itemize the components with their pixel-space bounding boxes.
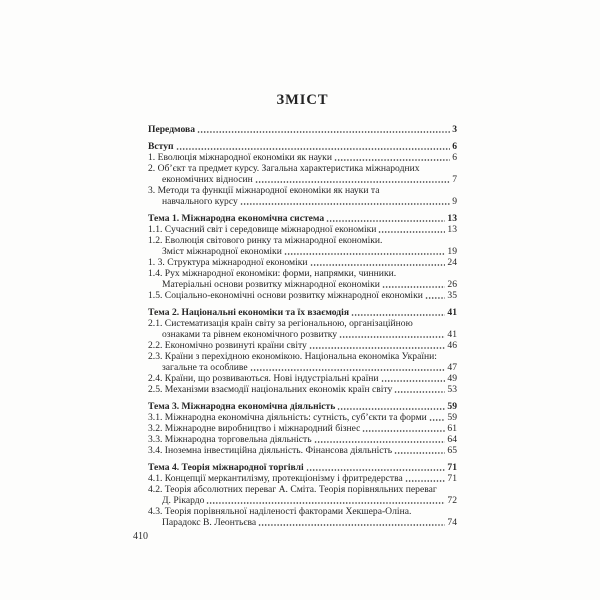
- toc-entry: [148, 307, 457, 318]
- dot-leader: [240, 198, 450, 207]
- toc-entry-text: загальне та особливе: [162, 362, 248, 373]
- dot-leader: [258, 519, 445, 528]
- toc-entry: [148, 462, 457, 473]
- toc-entry: [148, 290, 457, 301]
- toc-entry-text: навчального курсу: [162, 196, 238, 207]
- dot-leader: [339, 331, 445, 340]
- dot-leader: [284, 248, 446, 257]
- toc-entry-page: 65: [447, 445, 457, 456]
- toc-entry-page: 35: [447, 290, 457, 301]
- toc-entry: [148, 174, 457, 185]
- toc-entry: [148, 318, 457, 329]
- toc-entry: [148, 224, 457, 235]
- toc-entry-text: 1.1. Сучасний світ і середовище міжнародної економіки: [148, 224, 377, 235]
- toc-entry-page: 13: [447, 224, 457, 235]
- toc-entry-text: Д. Рікардо: [162, 495, 205, 506]
- toc-entry-page: 72: [447, 495, 457, 506]
- toc-entry-text: Матеріальні основи розвитку міжнародної економіки: [162, 279, 380, 290]
- toc-entry: [148, 246, 457, 257]
- toc-entry-page: 9: [452, 196, 457, 207]
- dot-leader: [425, 292, 446, 301]
- toc-entry-page: 19: [447, 246, 457, 257]
- toc-entry: [148, 279, 457, 290]
- toc-entry: [148, 257, 457, 268]
- toc-entry: [148, 473, 457, 484]
- toc-entry: [148, 484, 457, 495]
- toc-entry-page: 61: [447, 423, 457, 434]
- toc-entry-text: 2.2. Економічно розвинуті країни світу: [148, 340, 307, 351]
- toc-entry: [148, 340, 457, 351]
- toc-entry-page: 26: [447, 279, 457, 290]
- toc-entry: [148, 329, 457, 340]
- toc-entry-text: 1.4. Рух міжнародної економіки: форми, напрямки, чинники.: [148, 268, 397, 279]
- toc-entry: [148, 506, 457, 517]
- toc-entry-page: 74: [447, 517, 457, 528]
- dot-leader: [337, 403, 445, 412]
- dot-leader: [382, 281, 446, 290]
- toc-entry-text: Передмова: [148, 124, 195, 135]
- dot-leader: [310, 259, 446, 268]
- dot-leader: [326, 215, 445, 224]
- dot-leader: [314, 436, 446, 445]
- toc-entry-page: 49: [447, 373, 457, 384]
- toc-entry-text: ознаками та рівнем економічного розвитку: [162, 329, 338, 340]
- dot-leader: [394, 447, 445, 456]
- toc-entry-text: 2. Об’єкт та предмет курсу. Загальна характеристика міжнародних: [148, 163, 420, 174]
- dot-leader: [351, 309, 445, 318]
- toc-entry-text: 2.3. Країни з перехідною економікою. Національна економіка України:: [148, 351, 437, 362]
- dot-leader: [197, 126, 450, 135]
- toc-entry: [148, 141, 457, 152]
- toc-entry: [148, 196, 457, 207]
- toc-entry: [148, 384, 457, 395]
- toc-entry: [148, 401, 457, 412]
- toc-entry-page: 64: [447, 434, 457, 445]
- toc-entry: [148, 373, 457, 384]
- toc-entry: [148, 235, 457, 246]
- toc-entry-page: 53: [447, 384, 457, 395]
- dot-leader: [306, 464, 446, 473]
- toc-entry-text: Вступ: [148, 141, 174, 152]
- toc-entry-text: 1.5. Соціально-економічні основи розвитку міжнародної економіки: [148, 290, 423, 301]
- toc-entry-page: 59: [447, 401, 457, 412]
- toc-entry-text: 1.2. Еволюція світового ринку та міжнародної економіки.: [148, 235, 383, 246]
- toc-entry: [148, 412, 457, 423]
- toc-entry-page: 41: [447, 329, 457, 340]
- toc-entry-page: 3: [452, 124, 457, 135]
- toc-entry-text: Тема 1. Міжнародна економічна система: [148, 213, 325, 224]
- toc-entry-text: 4.3. Теорія порівняльної наділеності факторами Хекшера-Оліна.: [148, 506, 412, 517]
- toc-entry-text: 3. Методи та функції міжнародної економіки як науки та: [148, 185, 380, 196]
- toc-entry-text: 3.3. Міжнародна торговельна діяльність: [148, 434, 312, 445]
- dot-leader: [255, 176, 450, 185]
- toc-entry-page: 6: [452, 152, 457, 163]
- toc-entry-text: 3.1. Міжнародна економічна діяльність: сутність, суб’єкти та форми: [148, 412, 427, 423]
- page-title: ЗМІСТ: [276, 92, 329, 108]
- dot-leader: [362, 425, 445, 434]
- toc-entry-page: 13: [447, 213, 457, 224]
- toc-entry-text: економічних відносин: [162, 174, 253, 185]
- toc-entry-page: 47: [447, 362, 457, 373]
- dot-leader: [378, 226, 445, 235]
- toc-entry-page: 71: [447, 473, 457, 484]
- toc-list: [148, 124, 457, 528]
- toc-entry: [148, 268, 457, 279]
- dot-leader: [206, 497, 445, 506]
- toc-entry-text: Тема 3. Міжнародна економічна діяльність: [148, 401, 336, 412]
- toc-entry-page: 7: [452, 174, 457, 185]
- toc-entry: [148, 124, 457, 135]
- toc-entry-page: 6: [452, 141, 457, 152]
- dot-leader: [176, 143, 451, 152]
- toc-entry-text: 4.2. Теорія абсолютних переваг А. Сміта. Теорія порівняльних переваг: [148, 484, 437, 495]
- toc-entry: [148, 185, 457, 196]
- toc-entry-text: Тема 4. Теорія міжнародної торгівлі: [148, 462, 304, 473]
- toc-entry-text: Парадокс В. Леонтьєва: [162, 517, 257, 528]
- toc-entry: [148, 163, 457, 174]
- toc-entry-text: Тема 2. Національні економіки та їх взаємодія: [148, 307, 350, 318]
- toc-entry-text: 1. 3. Структура міжнародної економіки: [148, 257, 308, 268]
- dot-leader: [394, 386, 445, 395]
- toc-entry: [148, 495, 457, 506]
- dot-leader: [429, 414, 446, 423]
- toc-entry-text: 1. Еволюція міжнародної економіки як науки: [148, 152, 332, 163]
- dot-leader: [405, 475, 446, 484]
- toc-entry-text: 2.4. Країни, що розвиваються. Нові індустріальні країни: [148, 373, 379, 384]
- page-number: 410: [133, 531, 148, 542]
- toc-entry: [148, 351, 457, 362]
- toc-entry: [148, 517, 457, 528]
- dot-leader: [381, 375, 446, 384]
- dot-leader: [309, 342, 446, 351]
- toc-entry-page: 71: [447, 462, 457, 473]
- dot-leader: [334, 154, 450, 163]
- toc-entry-text: 2.5. Механізми взаємодії національних економік країн світу: [148, 384, 393, 395]
- toc-entry: [148, 362, 457, 373]
- toc-entry: [148, 213, 457, 224]
- toc-entry-text: 3.4. Іноземна інвестиційна діяльність. Фінансова діяльність: [148, 445, 393, 456]
- toc-entry-text: 4.1. Концепції меркантилізму, протекціонізму і фритредерства: [148, 473, 403, 484]
- toc-entry-text: 3.2. Міжнародне виробництво і міжнародний бізнес: [148, 423, 361, 434]
- toc-entry-page: 41: [447, 307, 457, 318]
- toc-entry-page: 24: [447, 257, 457, 268]
- toc-entry-text: 2.1. Систематизація країн світу за регіональною, організаційною: [148, 318, 413, 329]
- dot-leader: [250, 364, 446, 373]
- toc-entry: [148, 445, 457, 456]
- toc-entry-page: 46: [447, 340, 457, 351]
- toc-entry-text: Зміст міжнародної економіки: [162, 246, 282, 257]
- toc-entry: [148, 152, 457, 163]
- toc-entry-page: 59: [447, 412, 457, 423]
- toc-entry: [148, 423, 457, 434]
- toc-entry: [148, 434, 457, 445]
